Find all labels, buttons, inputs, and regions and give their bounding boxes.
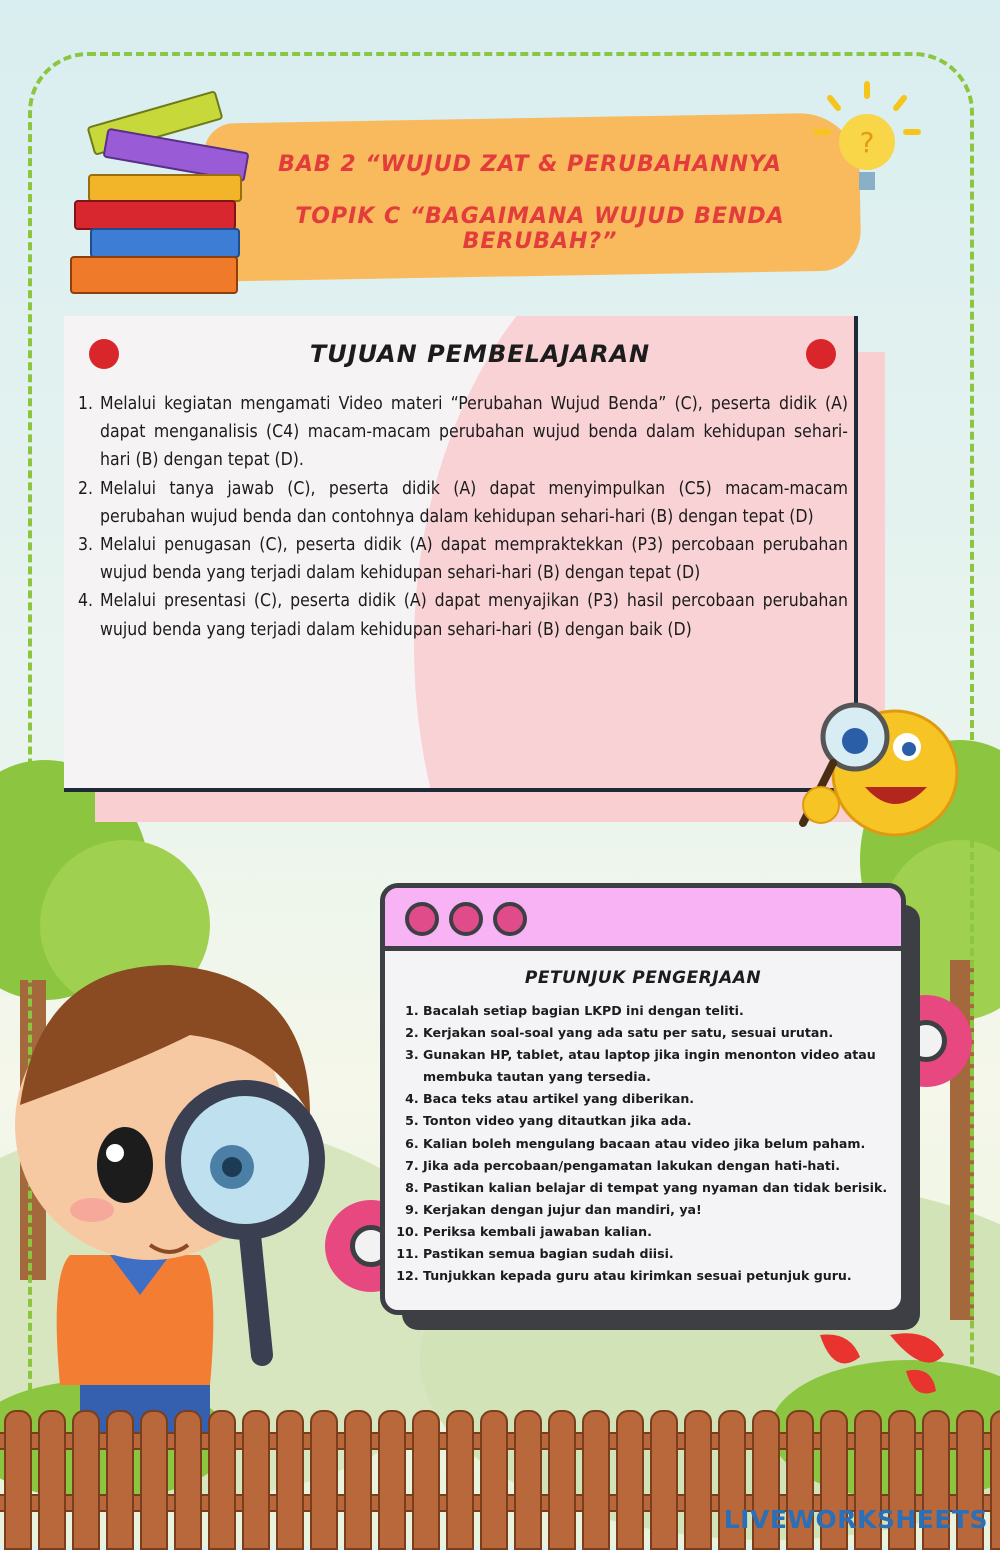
- fence-picket: [684, 1410, 712, 1550]
- instruction-item: 4. Baca teks atau artikel yang diberikan.: [423, 1088, 895, 1110]
- chapter-title: BAB 2 “WUJUD ZAT & PERUBAHANNYA: [278, 152, 782, 177]
- window-dot-icon: [449, 902, 483, 936]
- goal-item: 1. Melalui kegiatan mengamati Video materi “Perubahan Wujud Benda” (C), peserta didik (A) dapat menganalisis (C4) macam-macam perubahan wujud benda dalam kehidupan sehari-hari (B) dengan tepat (D).: [98, 390, 848, 475]
- fence-picket: [344, 1410, 372, 1550]
- goals-title: TUJUAN PEMBELAJARAN: [309, 340, 651, 368]
- lightbulb-icon: [812, 80, 922, 210]
- fence-picket: [4, 1410, 32, 1550]
- fence-picket: [514, 1410, 542, 1550]
- fence-picket: [378, 1410, 406, 1550]
- instructions-card: [380, 883, 906, 1315]
- books-illustration: [66, 90, 246, 300]
- topic-title: TOPIK C “BAGAIMANA WUJUD BENDA BERUBAH?”: [295, 204, 785, 254]
- book: [74, 200, 236, 230]
- book: [88, 174, 242, 202]
- fence-picket: [412, 1410, 440, 1550]
- instruction-item: 9. Kerjakan dengan jujur dan mandiri, ya!: [423, 1199, 895, 1221]
- fence-picket: [106, 1410, 134, 1550]
- instruction-item: 11. Pastikan semua bagian sudah diisi.: [423, 1243, 895, 1265]
- book: [70, 256, 238, 294]
- window-dot-icon: [405, 902, 439, 936]
- liveworksheets-logo: [724, 1505, 988, 1534]
- instruction-item: 3. Gunakan HP, tablet, atau laptop jika ingin menonton video atau membuka tautan yang tersedia.: [423, 1044, 895, 1088]
- instruction-item: 2. Kerjakan soal-soal yang ada satu per satu, sesuai urutan.: [423, 1022, 895, 1044]
- svg-text:?: ?: [859, 126, 875, 159]
- instruction-item: 10. Periksa kembali jawaban kalian.: [423, 1221, 895, 1243]
- instructions-title: PETUNJUK PENGERJAAN: [524, 968, 762, 988]
- fence-picket: [38, 1410, 66, 1550]
- smiley-magnifier-icon: [785, 695, 960, 845]
- boy-magnifier-illustration: [0, 955, 340, 1475]
- window-dot-icon: [493, 902, 527, 936]
- book: [90, 228, 240, 258]
- fence-picket: [72, 1410, 100, 1550]
- fence-picket: [310, 1410, 338, 1550]
- fence-picket: [650, 1410, 678, 1550]
- fence-picket: [208, 1410, 236, 1550]
- instructions-list: [405, 1000, 895, 1287]
- goals-list: [80, 390, 848, 644]
- fence-picket: [446, 1410, 474, 1550]
- header-banner: [204, 112, 862, 281]
- brand-text: LIVEWORKSHEETS: [723, 1505, 988, 1534]
- fence-picket: [548, 1410, 576, 1550]
- instruction-item: 7. Jika ada percobaan/pengamatan lakukan dengan hati-hati.: [423, 1155, 895, 1177]
- butterfly-icon: [810, 1325, 950, 1405]
- fence-picket: [616, 1410, 644, 1550]
- instruction-item: 5. Tonton video yang ditautkan jika ada.: [423, 1110, 895, 1132]
- instruction-item: 6. Kalian boleh mengulang bacaan atau video jika belum paham.: [423, 1133, 895, 1155]
- instruction-item: 1. Bacalah setiap bagian LKPD ini dengan teliti.: [423, 1000, 895, 1022]
- fence-picket: [174, 1410, 202, 1550]
- goal-item: 3. Melalui penugasan (C), peserta didik (A) dapat mempraktekkan (P3) percobaan perubahan wujud benda yang terjadi dalam kehidupan sehari-hari (B) dengan tepat (D): [98, 531, 848, 587]
- fence-picket: [276, 1410, 304, 1550]
- instruction-item: 8. Pastikan kalian belajar di tempat yang nyaman dan tidak berisik.: [423, 1177, 895, 1199]
- fence-picket: [242, 1410, 270, 1550]
- goal-item: 2. Melalui tanya jawab (C), peserta didik (A) dapat menyimpulkan (C5) macam-macam perubahan wujud benda dan contohnya dalam kehidupan sehari-hari (B) dengan tepat (D): [98, 475, 848, 531]
- fence-picket: [480, 1410, 508, 1550]
- fence-picket: [990, 1410, 1000, 1550]
- window-titlebar: [385, 888, 901, 951]
- goal-item: 4. Melalui presentasi (C), peserta didik (A) dapat menyajikan (P3) hasil percobaan perubahan wujud benda yang terjadi dalam kehidupan sehari-hari (B) dengan baik (D): [98, 587, 848, 643]
- fence-picket: [140, 1410, 168, 1550]
- instruction-item: 12. Tunjukkan kepada guru atau kirimkan sesuai petunjuk guru.: [423, 1265, 895, 1287]
- fence-picket: [582, 1410, 610, 1550]
